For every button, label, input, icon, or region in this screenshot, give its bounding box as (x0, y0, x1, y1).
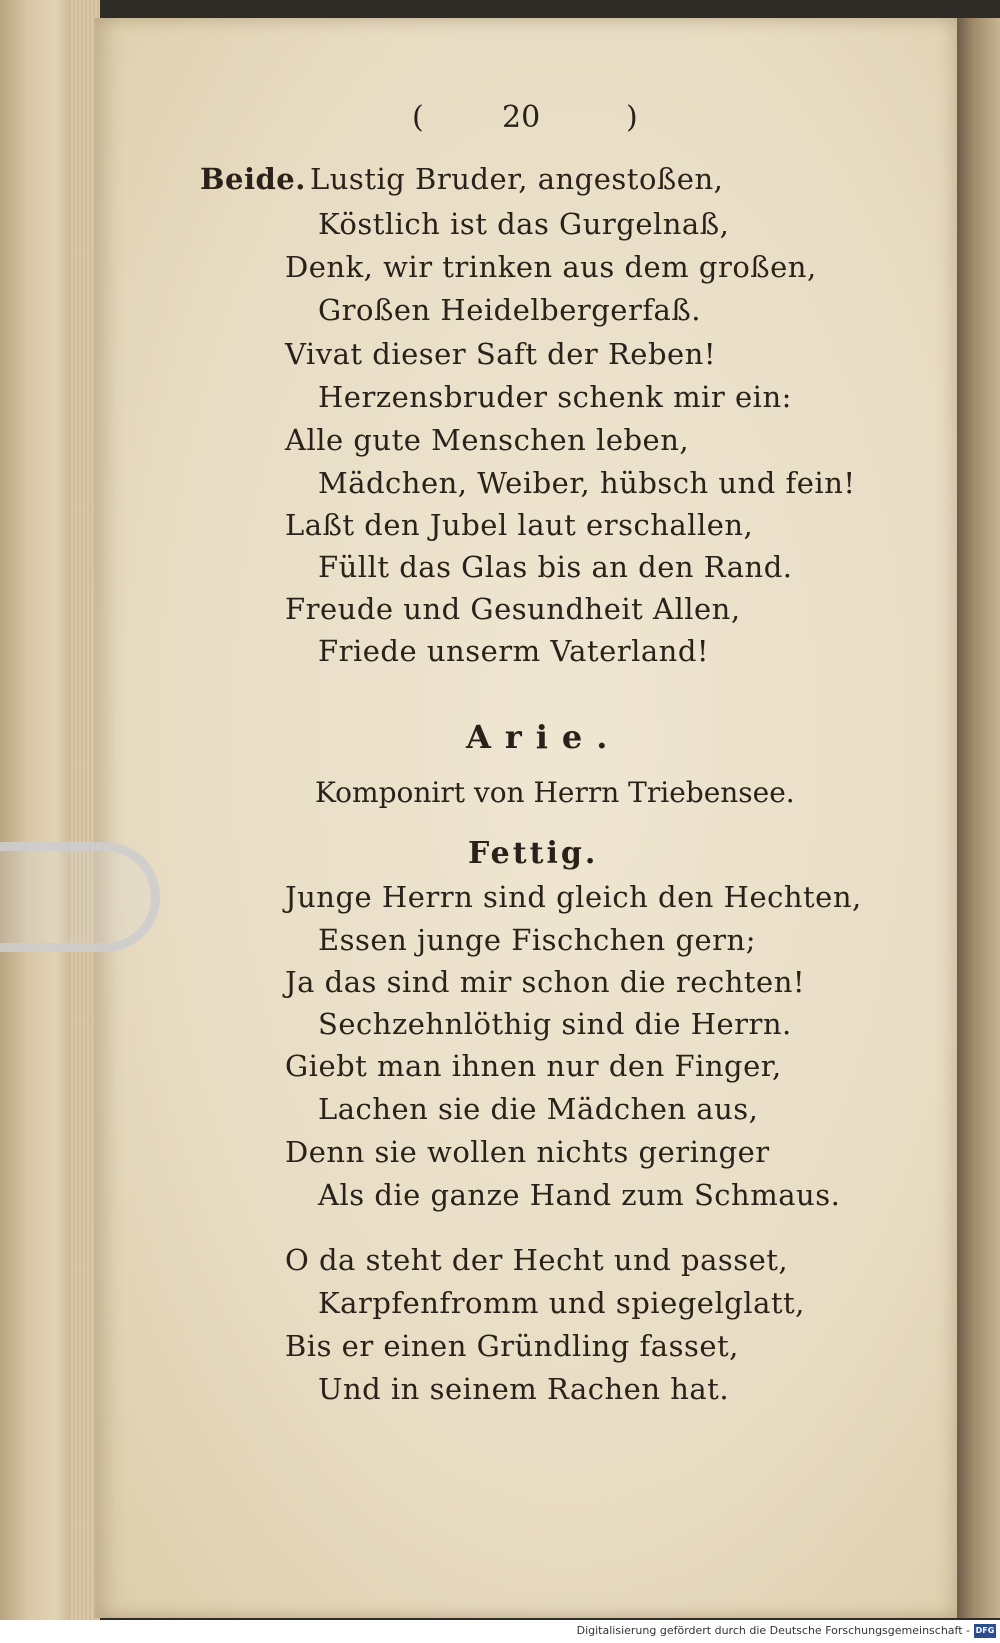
verse-line: Füllt das Glas bis an den Rand. (318, 550, 793, 584)
verse-line: Lachen sie die Mädchen aus, (318, 1092, 759, 1126)
verse-line: Alle gute Menschen leben, (285, 423, 690, 457)
verse-line: Denn sie wollen nichts geringer (285, 1135, 770, 1169)
dfg-logo: DFG (974, 1624, 996, 1638)
page-number-close-paren: ) (626, 100, 638, 135)
verse-line: Ja das sind mir schon die rechten! (285, 965, 806, 999)
section-title: Arie. (466, 718, 622, 756)
verse-line: Laßt den Jubel laut erschallen, (285, 508, 754, 542)
verse-line: Als die ganze Hand zum Schmaus. (318, 1178, 841, 1212)
page-number-open-paren: ( (412, 100, 424, 135)
verse-line: Essen junge Fischchen gern; (318, 923, 756, 957)
verse-line: Herzensbruder schenk mir ein: (318, 380, 792, 414)
verse-line: Köstlich ist das Gurgelnaß, (318, 207, 730, 241)
verse-line: Denk, wir trinken aus dem großen, (285, 250, 817, 284)
composer-credit: Komponirt von Herrn Triebensee. (315, 776, 795, 809)
verse-line: Vivat dieser Saft der Reben! (285, 337, 717, 371)
facing-page-edge (957, 18, 1000, 1618)
verse-line: Bis er einen Gründling fasset, (285, 1329, 739, 1363)
digitization-credit: Digitalisierung gefördert durch die Deutsche Forschungsgemeinschaft - (576, 1624, 970, 1637)
verse-line: Und in seinem Rachen hat. (318, 1372, 730, 1406)
verse-line: Giebt man ihnen nur den Finger, (285, 1049, 782, 1083)
page-number: 20 (502, 100, 541, 135)
verse-line: Mädchen, Weiber, hübsch und fein! (318, 466, 856, 500)
verse-line: Junge Herrn sind gleich den Hechten, (285, 880, 862, 914)
verse-line: Sechzehnlöthig sind die Herrn. (318, 1007, 792, 1041)
verse-line: O da steht der Hecht und passet, (285, 1243, 789, 1277)
verse-line: Lustig Bruder, angestoßen, (310, 162, 724, 196)
tempo-marking: Fettig. (468, 836, 599, 871)
book-cover-edge (0, 0, 70, 1643)
verse-line: Großen Heidelbergerfaß. (318, 293, 701, 327)
verse-line: Karpfenfromm und spiegelglatt, (318, 1286, 805, 1320)
page-clip-holder (0, 842, 160, 952)
verse-line: Friede unserm Vaterland! (318, 634, 710, 668)
speaker-label: Beide. (200, 162, 306, 196)
verse-line: Freude und Gesundheit Allen, (285, 592, 741, 626)
